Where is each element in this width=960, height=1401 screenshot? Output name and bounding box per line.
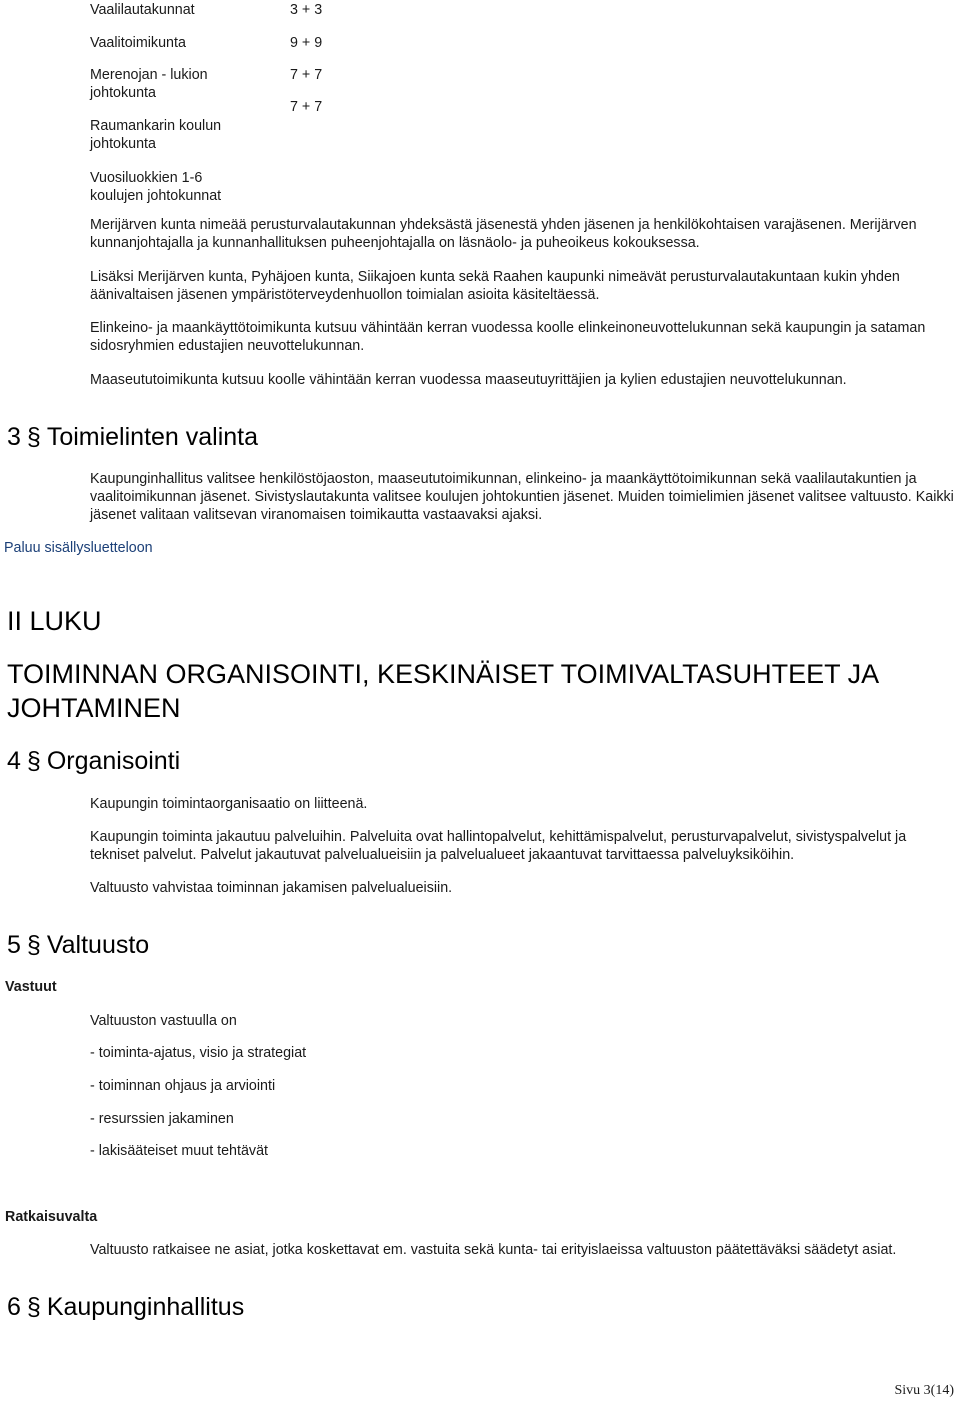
vastuut-item: - resurssien jakaminen <box>90 1111 234 1127</box>
section-4-paragraph: Kaupungin toimintaorganisaatio on liitteenä. <box>90 796 368 812</box>
committee-count: 7 + 7 <box>290 99 323 115</box>
committee-name: Merenojan - lukion johtokunta <box>90 67 208 101</box>
section-number: 4 <box>7 747 21 775</box>
vastuut-item: - toiminnan ohjaus ja arviointi <box>90 1078 276 1094</box>
section-4-paragraph: Valtuusto vahvistaa toiminnan jakamisen palvelualueisiin. <box>90 880 453 896</box>
section-4-heading <box>7 746 180 776</box>
section-sign: § <box>26 1293 41 1321</box>
paragraph-additional-members: Lisäksi Merijärven kunta, Pyhäjoen kunta, Siikajoen kunta sekä Raahen kaupunki nimeävät perusturvalautakuntaan kukin yhden äänivaltaisen jäsenen ympäristöterveydenhuollon toimialan asioita käsiteltäessä. <box>90 269 900 303</box>
section-title: Organisointi <box>46 747 181 775</box>
ratkaisuvalta-label: Ratkaisuvalta <box>5 1209 98 1225</box>
section-number: 6 <box>7 1293 21 1321</box>
chapter-label: II LUKU <box>7 606 102 636</box>
section-title: Toimielinten valinta <box>46 423 259 451</box>
section-3-heading <box>7 422 258 452</box>
section-5-heading <box>7 930 149 960</box>
committee-name: Vaalitoimikunta <box>90 35 186 51</box>
paragraph-rural-committee: Maaseututoimikunta kutsuu koolle vähintään kerran vuodessa maaseutuyrittäjien ja kylien edustajien neuvottelukunnan. <box>90 372 847 388</box>
section-4-paragraph: Kaupungin toiminta jakautuu palveluihin. Palveluita ovat hallintopalvelut, kehittämispalvelut, perusturvapalvelut, sivistyspalvelut ja tekniset palvelut. Palvelut jakautuvat palvelualueisiin ja palvelualueet jakaantuvat tarvittaessa palveluyksiköihin. <box>90 829 907 863</box>
section-title: Kaupunginhallitus <box>46 1293 245 1321</box>
chapter-title: TOIMINNAN ORGANISOINTI, KESKINÄISET TOIMIVALTASUHTEET JA JOHTAMINEN <box>7 659 878 723</box>
committee-name: Raumankarin koulun johtokunta <box>90 118 222 152</box>
committee-count: 3 + 3 <box>290 2 323 18</box>
committee-count: 7 + 7 <box>290 67 323 83</box>
section-number: 5 <box>7 931 21 959</box>
committee-name: Vaalilautakunnat <box>90 2 195 18</box>
section-6-heading <box>7 1292 244 1322</box>
paragraph-business-committee: Elinkeino- ja maankäyttötoimikunta kutsuu vähintään kerran vuodessa koolle elinkeinoneuvottelukunnan sekä kaupungin ja sataman sidosryhmien edustajien neuvottelukunnan. <box>90 320 926 354</box>
section-number: 3 <box>7 423 21 451</box>
vastuut-intro: Valtuuston vastuulla on <box>90 1013 237 1029</box>
vastuut-label: Vastuut <box>5 979 57 995</box>
section-3-text: Kaupunginhallitus valitsee henkilöstöjaoston, maaseututoimikunnan, elinkeino- ja maankäyttötoimikunnan sekä vaalilautakuntien ja vaalitoimikunnan jäsenet. Sivistyslautakunta valitsee koulujen johtokuntien jäsenet. Muiden toimielimien jäsenet valitsee valtuusto. Kaikki jäsenet valitaan valitsevan viranomaisen toimikautta vastaavaksi ajaksi. <box>90 471 954 523</box>
committee-name: Vuosiluokkien 1-6 koulujen johtokunnat <box>90 170 222 204</box>
ratkaisuvalta-text: Valtuusto ratkaisee ne asiat, jotka koskettavat em. vastuita sekä kunta- tai erityislaeissa valtuuston päätettäväksi säädetyt asiat. <box>90 1242 897 1258</box>
vastuut-item: - toiminta-ajatus, visio ja strategiat <box>90 1045 307 1061</box>
section-title: Valtuusto <box>46 931 150 959</box>
page-number: Sivu 3(14) <box>894 1383 954 1398</box>
section-sign: § <box>26 931 41 959</box>
committee-count: 9 + 9 <box>290 35 323 51</box>
vastuut-item: - lakisääteiset muut tehtävät <box>90 1143 269 1159</box>
section-sign: § <box>26 423 41 451</box>
back-to-toc-link[interactable]: Paluu sisällysluetteloon <box>4 540 153 556</box>
section-sign: § <box>26 747 41 775</box>
paragraph-merijarvi: Merijärven kunta nimeää perusturvalautakunnan yhdeksästä jäsenestä yhden jäsenen ja henkilökohtaisen varajäsenen. Merijärven kunnanjohtajalla ja kunnanhallituksen puheenjohtajalla on läsnäolo- ja puheoikeus kokouksessa. <box>90 217 917 251</box>
